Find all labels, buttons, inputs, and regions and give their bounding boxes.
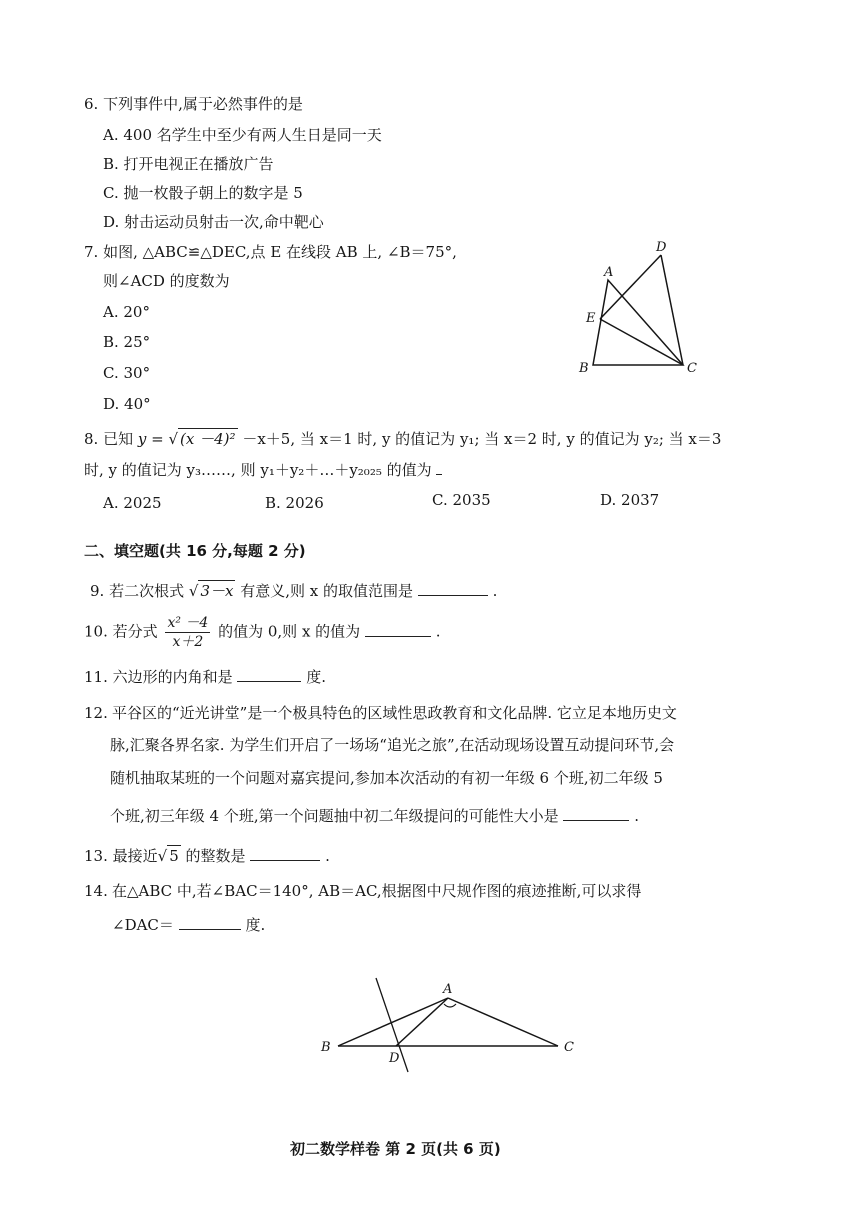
- segment-ba: [338, 998, 448, 1046]
- q9: 9. 若二次根式 √ 3－x 有意义,则 x 的取值范围是 .: [90, 582, 498, 600]
- q9-number: 9.: [90, 582, 105, 600]
- segment-ac: [448, 998, 558, 1046]
- label-d: D: [656, 240, 667, 255]
- q13: 13. 最接近√ 5 的整数是 .: [84, 847, 330, 865]
- q12-line4-text: 个班,初三年级 4 个班,第一个问题抽中初二年级提问的可能性大小是: [110, 807, 559, 825]
- q6-option-b: B. 打开电视正在播放广告: [103, 155, 274, 173]
- q14-line2: [112, 915, 265, 935]
- q8-option-c: C. 2035: [432, 491, 491, 509]
- q11-number: 11.: [84, 668, 108, 686]
- label-a: A: [604, 265, 614, 280]
- q10-numerator: x² －4: [167, 615, 209, 631]
- q12-line3: 随机抽取某班的一个问题对嘉宾提问,参加本次活动的有初一年级 6 个班,初二年级 5: [110, 769, 663, 787]
- q10-number: 10.: [84, 622, 108, 641]
- q10-answer-blank[interactable]: [365, 622, 431, 637]
- q8-option-a: A. 2025: [103, 494, 162, 512]
- segment-ec: [600, 319, 683, 365]
- q9-answer-blank[interactable]: [418, 581, 488, 596]
- q6-option-a: A. 400 名学生中至少有两人生日是同一天: [103, 126, 382, 144]
- segment-da: [396, 998, 448, 1046]
- q9-pre: 若二次根式: [109, 582, 185, 600]
- q10-fraction: [165, 614, 210, 651]
- q9-sqrt: 3－x: [200, 582, 234, 600]
- q14-line2-post: 度.: [245, 916, 266, 934]
- q13-sqrt: 5: [169, 847, 179, 865]
- label-d: D: [389, 1051, 400, 1066]
- q6-option-d: D. 射击运动员射击一次,命中靶心: [103, 213, 324, 231]
- q10: [84, 614, 441, 651]
- q12-line1: 平谷区的“近光讲堂”是一个极具特色的区域性思政教育和文化品牌. 它立足本地历史文: [112, 704, 677, 722]
- label-c: C: [687, 361, 697, 376]
- q11-pre: 六边形的内角和是: [112, 668, 233, 686]
- q7-option-a: A. 20°: [103, 303, 150, 321]
- q8-expr-rest: －x＋5, 当 x＝1 时, y 的值记为 y₁; 当 x＝2 时, y 的值记为 y₂; 当 x＝3: [242, 430, 722, 448]
- q7-triangle-figure: [570, 238, 710, 383]
- q10-pre: 若分式: [112, 622, 158, 641]
- q9-end: .: [492, 582, 498, 600]
- q8-option-b: B. 2026: [265, 494, 324, 512]
- q11-post: 度.: [306, 668, 326, 686]
- q14-line2-pre: ∠DAC＝: [112, 916, 174, 934]
- q8-intro: 已知: [103, 430, 134, 448]
- q7-option-c: C. 30°: [103, 364, 151, 382]
- q13-post: 的整数是: [185, 847, 246, 865]
- angle-arc-mark: [444, 1004, 456, 1007]
- q13-pre: 最接近: [112, 847, 158, 865]
- segment-dc: [661, 255, 683, 365]
- q14-number: 14.: [84, 882, 108, 900]
- q12-line4: [110, 806, 639, 826]
- q9-post: 有意义,则 x 的取值范围是: [240, 582, 414, 600]
- q13-number: 13.: [84, 847, 108, 865]
- q13-answer-blank[interactable]: [250, 846, 320, 861]
- q10-denominator: x＋2: [172, 634, 204, 650]
- section-fill-in-title: 二、填空题(共 16 分,每题 2 分): [84, 542, 306, 560]
- q13-end: .: [325, 847, 330, 865]
- q10-post: 的值为 0,则 x 的值为: [218, 622, 361, 641]
- q10-end: .: [435, 622, 441, 641]
- q7-option-b: B. 25°: [103, 333, 151, 351]
- q12-answer-blank[interactable]: [563, 806, 629, 821]
- q7-stem-line2: 则∠ACD 的度数为: [103, 272, 230, 290]
- label-a: A: [443, 982, 453, 997]
- q8-sqrt-expr: (x －4)²: [180, 430, 236, 448]
- q6-stem: 6. 下列事件中,属于必然事件的是: [84, 95, 303, 113]
- q6-option-c: C. 抛一枚骰子朝上的数字是 5: [103, 184, 303, 202]
- q14-answer-blank[interactable]: [179, 915, 241, 930]
- q12-number: 12.: [84, 704, 108, 722]
- q14-line1: 在△ABC 中,若∠BAC＝140°, AB＝AC,根据图中尺规作图的痕迹推断,可以求得: [112, 882, 642, 900]
- q14-construction-figure: [310, 968, 590, 1078]
- q8-line1: 8. 已知 y = √ (x －4)² －x＋5, 当 x＝1 时, y 的值记为 y₁; 当 x＝2 时, y 的值记为 y₂; 当 x＝3: [84, 430, 722, 448]
- q8-expr-y: y =: [137, 430, 164, 448]
- q11-answer-blank[interactable]: [237, 667, 301, 682]
- q7-option-d: D. 40°: [103, 395, 151, 413]
- q12-line2: 脉,汇聚各界名家. 为学生们开启了一场场“追光之旅”,在活动现场设置互动提问环节,会: [110, 736, 675, 754]
- q11: [84, 667, 326, 687]
- q8-blank: [436, 460, 442, 475]
- label-c: C: [564, 1040, 574, 1055]
- q8-line2: [84, 460, 442, 480]
- q8-number: 8.: [84, 430, 99, 448]
- q12-end: .: [634, 807, 639, 825]
- label-e: E: [586, 311, 596, 326]
- page-footer: 初二数学样卷 第 2 页(共 6 页): [290, 1140, 501, 1158]
- q8-line2-text: 时, y 的值记为 y₃……, 则 y₁＋y₂＋…＋y₂₀₂₅ 的值为: [84, 461, 432, 479]
- label-b: B: [579, 361, 589, 376]
- q8-option-d: D. 2037: [600, 491, 660, 509]
- label-b: B: [321, 1040, 331, 1055]
- q7-stem-line1: 7. 如图, △ABC≌△DEC,点 E 在线段 AB 上, ∠B＝75°,: [84, 243, 457, 261]
